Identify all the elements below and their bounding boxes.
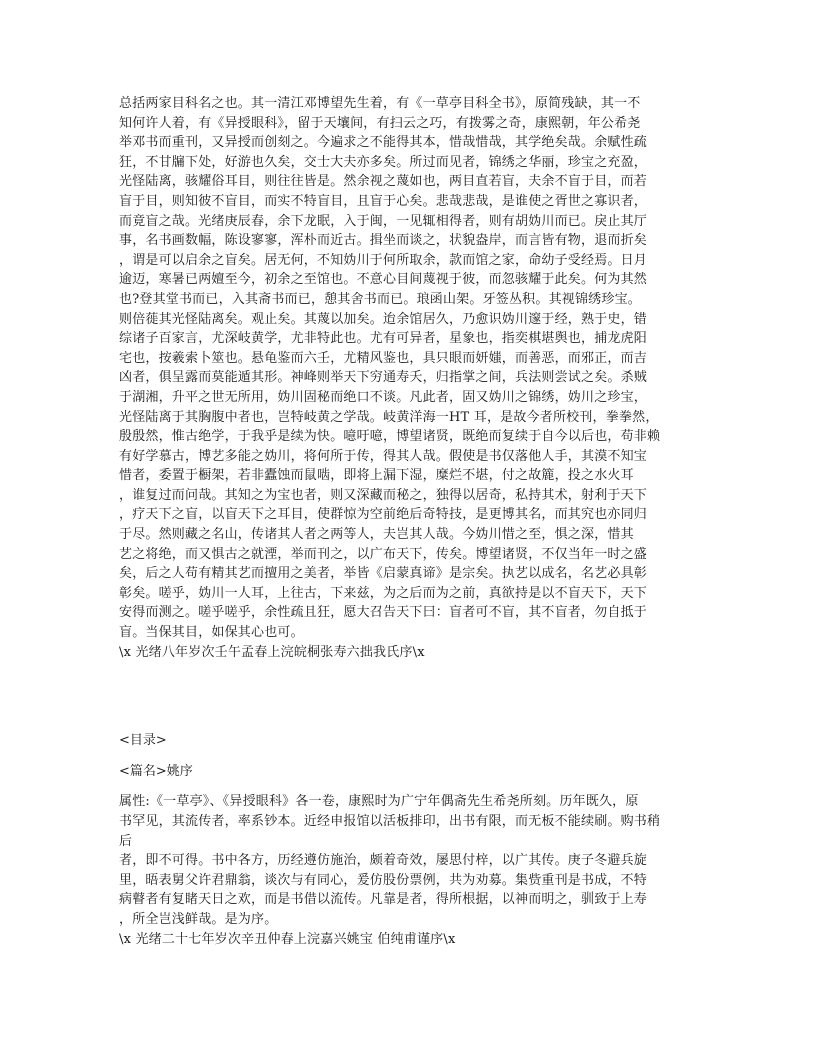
document-page xyxy=(119,94,704,949)
text-line: 彰矣。嗟乎，妫川一人耳，上往古，下来兹，为之后而为之前，真欲持是以不盲天下，天下 xyxy=(119,585,648,601)
preface-1-signature: \x 光绪八年岁次壬午孟春上浣皖桐张寿六拙我氏序\x xyxy=(119,644,425,660)
text-line: 则倍蓰其光怪陆离矣。观止矣。其蔑以加矣。迨余馆居久，乃愈识妫川邃于经，熟于史，错 xyxy=(119,311,648,327)
text-line: 也?登其堂书而已，入其斋书而已，憩其舍书而已。琅函山架。牙签丛积。其视锦绣珍宝。 xyxy=(119,291,641,307)
text-line: 病瞽者有复睹天日之欢，而是书借以流传。凡靠是者，得所根据，以神而明之，驯致于上寿 xyxy=(119,892,648,908)
text-line: ，谓是可以启余之盲矣。居无何，不知妫川于何所取余，款而馆之家，命幼子受经焉。日月 xyxy=(119,252,648,268)
text-line: 殷殷然，惟古绝学，于我乎是续为快。噫吁噫，博望诸贤，既绝而复续于自今以后也，苟非赖 xyxy=(119,429,661,445)
text-line: 知何许人着，有《异授眼科》，留于天壤间，有扫云之巧，有拨雾之奇，康熙朝，年公希尧 xyxy=(119,115,641,131)
text-line: 矣，后之人苟有精其艺而擅用之美者，举皆《启蒙真谛》是宗矣。执艺以成名，名艺必具彰 xyxy=(119,566,648,582)
text-line: 事，名书画数幅，陈设寥寥，浑朴而近古。揖坐而谈之，状貌盎岸，而言皆有物，退而折矣 xyxy=(119,233,648,249)
text-line: 后 xyxy=(119,833,133,849)
text-line: 逾迈，寒暑已两嬗至今，初余之至馆也。不意心目间蔑视于彼，而忽骇耀于此矣。何为其然 xyxy=(119,272,648,288)
text-line: 者，即不可得。书中各方，历经遵仿施治，颇着奇效，屡思付梓，以广其传。庚子冬避兵旋 xyxy=(119,853,648,869)
text-line: 狂，不甘牖下处，好游也久矣，交士大夫亦多矣。所过而见者，锦绣之华丽，珍宝之充盈， xyxy=(119,154,648,170)
section-title: <篇名>姚序 xyxy=(119,763,193,779)
text-line: 宅也，按羲索卜筮也。悬龟鉴而六壬，尤精风鉴也，具只眼而妍媸，而善恶，而邪正，而吉 xyxy=(119,350,648,366)
text-line: ，疗天下之盲，以盲天下之耳目，使群惊为空前绝后奇特技，是更博其名，而其究也亦同归 xyxy=(119,507,648,523)
preface-2 xyxy=(119,792,704,929)
text-line: 书罕见，其流传者，率系钞本。近经申报馆以活板排印，出书有限，而无板不能续刷。购书稍 xyxy=(119,814,661,829)
preface-2-signature: \x 光绪二十七年岁次辛丑仲春上浣嘉兴姚宝 伯纯甫谨序\x xyxy=(119,931,456,947)
text-line: 光怪陆离于其胸腹中者也，岂特岐黄之学哉。岐黄洋海一HT 耳，是故今者所校刊，拳拳然， xyxy=(119,409,659,425)
text-line: 里，晤表舅父许君鼎翁，谈次与有同心，爰仿股份票例，共为劝募。集赀重刊是书成，不特 xyxy=(119,872,648,888)
text-line: 盲于目，则知彼不盲目，而实不特盲目，且盲于心矣。悲哉悲哉，是谁使之胥世之寡识者， xyxy=(119,193,648,209)
toc-label: <目录> xyxy=(119,733,167,749)
text-line: 光怪陆离，骇耀俗耳目，则往往皆是。然余视之蔑如也，两目直若盲，夫余不盲于目，而若 xyxy=(119,174,648,190)
text-line: 于尽。然则藏之名山，传诸其人者之两等人，夫岂其人哉。今妫川惜之至，惧之深，惜其 xyxy=(119,527,634,543)
text-line: 安得而测之。嗟乎嗟乎，余性疏且狂，愿大召告天下曰：盲者可不盲，其不盲者，勿自抵于 xyxy=(119,605,648,621)
text-line: 于湖湘，升平之世无所用，妫川固秘而绝口不谈。凡此者，固又妫川之锦绣，妫川之珍宝， xyxy=(119,389,648,405)
text-line: 属性:《一草亭》、《异授眼科》各一卷，康熙时为广宁年偶斋先生希尧所刻。历年既久，原 xyxy=(119,794,639,810)
text-line: ，谁复过而问哉。其知之为宝也者，则又深藏而秘之，独得以居奇，私持其术，射利于天下 xyxy=(119,487,648,503)
text-line: 举邓书而重刊，又异授而创刻之。今遍求之不能得其本，惜哉惜哉，其学绝矣哉。余赋性疏 xyxy=(119,135,648,151)
text-line: 盲。当保其目，如保其心也可。 xyxy=(119,625,304,641)
text-line: 而竟盲之哉。光绪庚辰春，余下龙眠，入于闽，一见辄相得者，则有胡妫川而已。戾止其厅 xyxy=(119,213,648,229)
preface-1 xyxy=(119,94,704,643)
text-line: 有好学慕古，博艺多能之妫川，将何所于传，得其人哉。假使是书仅落他人手，其漠不知宝 xyxy=(119,448,648,464)
text-line: 综诸子百家言，尤深岐黄学，尤非特此也。尤有可异者，星象也，指奕棋堪舆也，捕龙虎阳 xyxy=(119,331,648,347)
text-line: 总括两家目科名之也。其一清江邓博望先生着，有《一草亭目科全书》，原简残缺，其一不 xyxy=(119,96,641,111)
text-line: 惜者，委置于橱架，若非蠹蚀而鼠啮，即将上漏下湿，糜烂不堪，付之故簏，投之水火耳 xyxy=(119,468,634,484)
text-line: ，所全岂浅鲜哉。是为序。 xyxy=(119,911,278,927)
text-line: 艺之将绝，而又惧古之就湮，举而刊之，以广布天下，传矣。博望诸贤，不仅当年一时之盛 xyxy=(119,546,648,562)
text-line: 凶者，俱呈露而莫能遁其形。神峰则举天下穷通寿夭，归指掌之间，兵法则尝试之矣。杀贼 xyxy=(119,370,648,386)
